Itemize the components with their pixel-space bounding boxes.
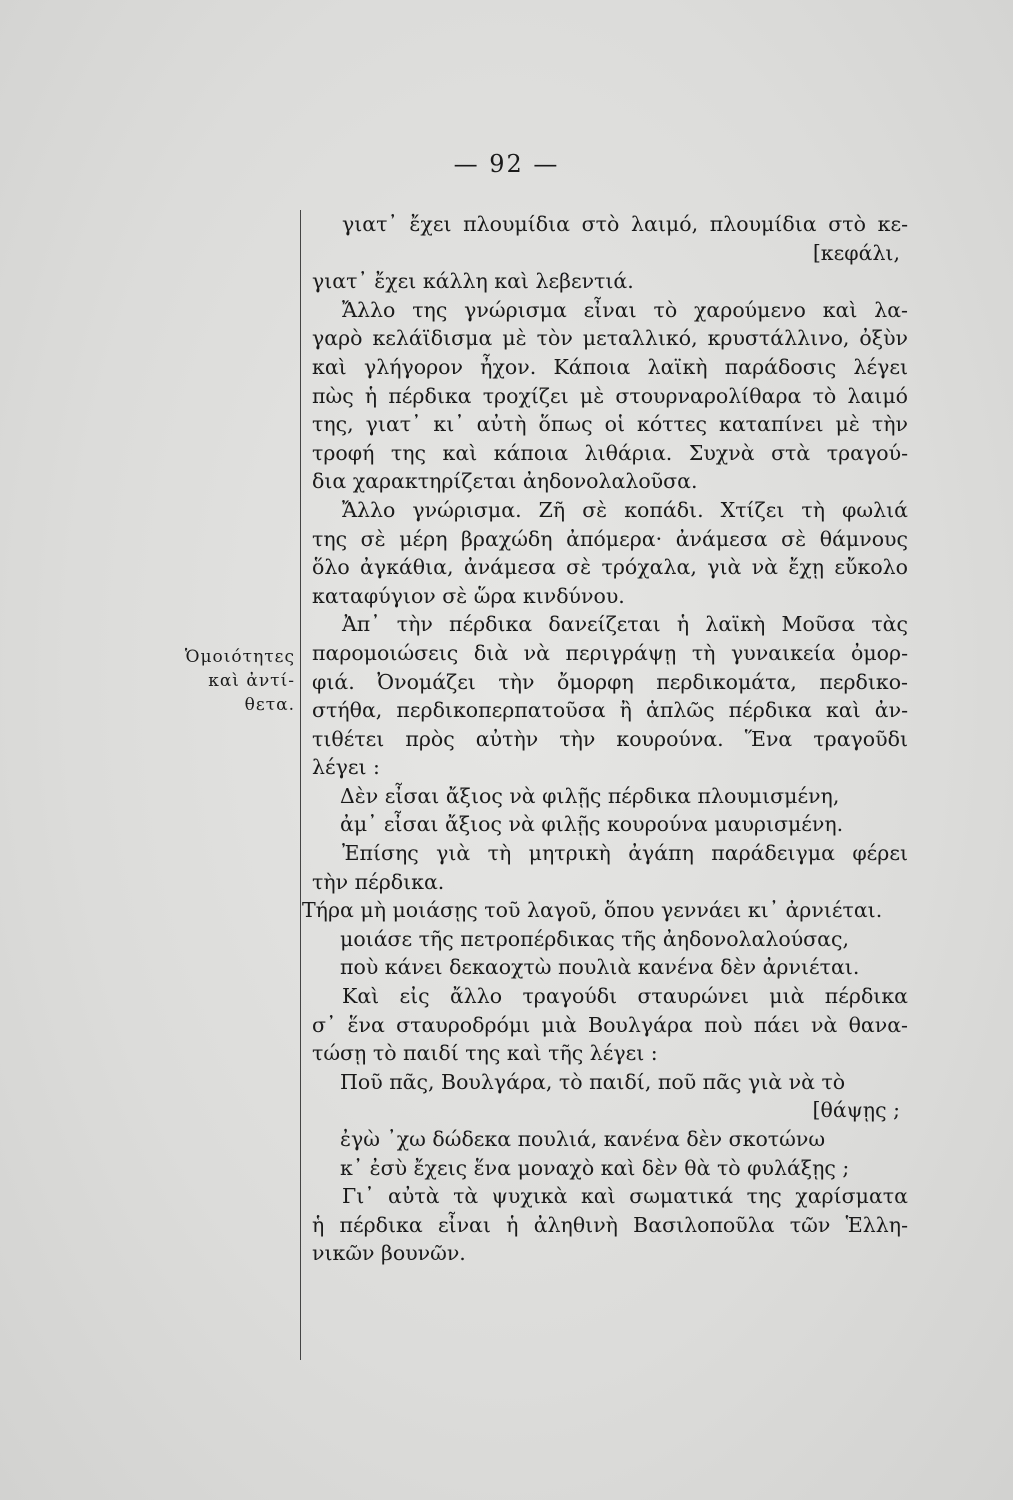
body-text xyxy=(302,210,908,1268)
text-line: τιθέτει πρὸς αὐτὴν τὴν κουρούνα. Ἕνα τραγοῦδι xyxy=(312,726,908,751)
text-line: πὼς ἡ πέρδικα τροχίζει μὲ στουρναρολίθαρα τὸ λαιμό xyxy=(312,383,908,408)
text-line: γιατ᾽ ἔχει πλουμίδια στὸ λαιμό, πλουμίδια στὸ κε- xyxy=(342,212,908,236)
text-line: νικῶν βουνῶν. xyxy=(312,1241,466,1266)
text-line: Καὶ εἰς ἄλλο τραγούδι σταυρώνει μιὰ πέρδικα xyxy=(342,984,908,1009)
text-line: Γι᾽ αὐτὰ τὰ ψυχικὰ καὶ σωματικά της χαρίσματα xyxy=(342,1184,908,1209)
text-line: ὅλο ἀγκάθια, ἀνάμεσα σὲ τρόχαλα, γιὰ νὰ ἔχῃ εὔκολο xyxy=(312,555,908,580)
verse-line: μοιάσε τῆς πετροπέρδικας τῆς ἀηδονολαλούσας, xyxy=(340,926,850,951)
text-line: δια χαρακτηρίζεται ἀηδονολαλοῦσα. xyxy=(312,469,698,494)
text-line: τροφή της καὶ κάποια λιθάρια. Συχνὰ στὰ τραγού- xyxy=(312,440,908,465)
text-line: σ᾽ ἕνα σταυροδρόμι μιὰ Βουλγάρα ποὺ πάει νὰ θανα- xyxy=(312,1012,908,1037)
text-line: Ἀπ᾽ τὴν πέρδικα δανείζεται ἡ λαϊκὴ Μοῦσα τὰς xyxy=(342,612,908,637)
text-line: της σὲ μέρη βραχώδη ἀπόμερα· ἀνάμεσα σὲ θάμνους xyxy=(312,526,908,551)
text-line: Ἄλλο γνώρισμα. Ζῆ σὲ κοπάδι. Χτίζει τὴ φωλιά xyxy=(342,497,908,522)
page-number: — 92 — xyxy=(453,150,560,178)
verse-line: Ποῦ πᾶς, Βουλγάρα, τὸ παιδί, ποῦ πᾶς γιὰ νὰ τὸ xyxy=(340,1069,846,1094)
margin-note-line: καὶ ἀντί- xyxy=(208,671,295,691)
text-line: γαρὸ κελάϊδισμα μὲ τὸν μεταλλικό, κρυστάλλινο, ὀξὺν xyxy=(312,326,908,351)
text-line: Ἐπίσης γιὰ τὴ μητρικὴ ἀγάπη παράδειγμα φέρει xyxy=(342,841,908,866)
text-line: ἡ πέρδικα εἶναι ἡ ἀληθινὴ Βασιλοποῦλα τῶν Ἑλλη- xyxy=(312,1212,908,1237)
text-line: τὴν πέρδικα. xyxy=(312,869,445,894)
verse-line: Τήρα μὴ μοιάσῃς τοῦ λαγοῦ, ὅπου γεννάει κι᾽ ἀρνιέται. xyxy=(302,898,883,923)
margin-rule xyxy=(300,210,301,1360)
verse-line: [θάψῃς ; xyxy=(812,1098,900,1123)
text-line: καὶ γλήγορον ἦχον. Κάποια λαϊκὴ παράδοσις λέγει xyxy=(312,354,908,379)
verse-line: Δὲν εἶσαι ἄξιος νὰ φιλῇς πέρδικα πλουμισμένη, xyxy=(340,783,840,808)
margin-note xyxy=(160,645,295,717)
verse-line: κ᾽ ἐσὺ ἔχεις ἕνα μοναχὸ καὶ δὲν θὰ τὸ φυλάξῃς ; xyxy=(340,1155,850,1180)
text-line: καταφύγιον σὲ ὥρα κινδύνου. xyxy=(312,583,625,608)
margin-note-line: Ὁμοιότητες xyxy=(184,647,295,667)
text-line: γιατ᾽ ἔχει κάλλη καὶ λεβεντιά. xyxy=(312,269,634,294)
text-line: λέγει : xyxy=(312,755,380,780)
margin-note-line: θετα. xyxy=(244,695,295,715)
text-line: [κεφάλι, xyxy=(812,240,900,265)
verse-line: ἀμ᾽ εἶσαι ἄξιος νὰ φιλῇς κουρούνα μαυρισμένη. xyxy=(340,812,844,837)
verse-line: ἐγὼ ᾽χω δώδεκα πουλιά, κανένα δὲν σκοτώνω xyxy=(340,1127,826,1151)
text-line: της, γιατ᾽ κι᾽ αὐτὴ ὅπως οἱ κόττες καταπίνει μὲ τὴν xyxy=(312,412,908,437)
text-line: στήθα, περδικοπερπατοῦσα ἢ ἁπλῶς πέρδικα καὶ ἀν- xyxy=(312,698,908,723)
text-line: τώσῃ τὸ παιδί της καὶ τῆς λέγει : xyxy=(312,1041,658,1066)
text-line: παρομοιώσεις διὰ νὰ περιγράψῃ τὴ γυναικεία ὀμορ- xyxy=(312,640,908,665)
text-line: φιά. Ὀνομάζει τὴν ὄμορφη περδικομάτα, περδικο- xyxy=(312,669,908,694)
verse-line: ποὺ κάνει δεκαοχτὼ πουλιὰ κανένα δὲν ἀρνιέται. xyxy=(340,955,860,980)
text-line: Ἄλλο της γνώρισμα εἶναι τὸ χαρούμενο καὶ λα- xyxy=(342,297,908,322)
